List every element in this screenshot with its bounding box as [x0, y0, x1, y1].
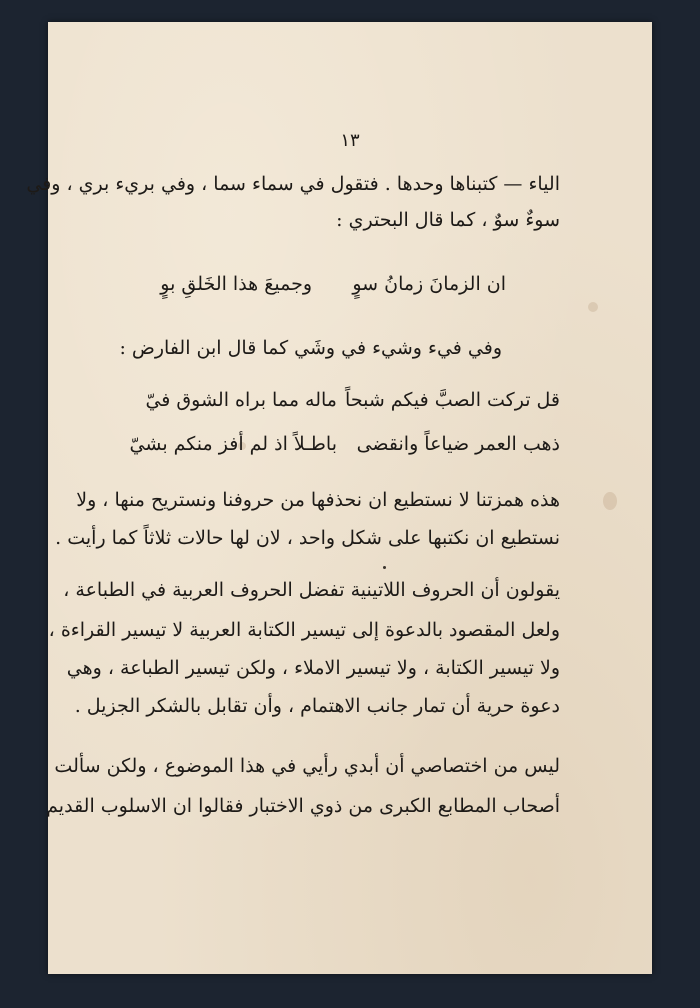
- text-line: الياء — كتبناها وحدها . فتقول في سماء سما ، وفي بريء بري ، وفي: [26, 173, 560, 195]
- verse-first-hemistich: ان الزمانَ زمانُ سوٍ: [352, 273, 506, 295]
- verse-first-hemistich: ذهب العمر ضياعاً وانقضى: [356, 433, 560, 455]
- text-line: ولا تيسير الكتابة ، ولا تيسير الاملاء ، ولكن تيسير الطباعة ، وهي: [66, 657, 560, 679]
- text-line: أصحاب المطابع الكبرى من ذوي الاختبار فقالوا ان الاسلوب القديم: [46, 795, 560, 817]
- ink-dot: [383, 566, 386, 569]
- verse-second-hemistich: وجميعَ هذا الخَلقِ بوٍ: [160, 273, 312, 295]
- text-line: وفي فيء وشيء في وشَي كما قال ابن الفارض :: [119, 337, 502, 359]
- text-line: نستطيع ان نكتبها على شكل واحد ، لان لها حالات ثلاثاً كما رأيت .: [55, 527, 560, 549]
- verse-second-hemistich: ماله مما براه الشوق فيّ: [145, 389, 337, 411]
- verse-second-hemistich: باطـلاً اذ لم أفز منكم بشيّ: [129, 433, 337, 455]
- book-page: [26, 22, 652, 974]
- verse-first-hemistich: قل تركت الصبَّ فيكم شبحاً: [345, 389, 560, 411]
- text-line: ليس من اختصاصي أن أبدي رأيي في هذا الموضوع ، ولكن سألت: [54, 755, 560, 777]
- page-number: ١٣: [340, 130, 360, 151]
- text-line: سوءٌ سوٌ ، كما قال البحتري :: [336, 209, 560, 231]
- text-line: ولعل المقصود بالدعوة إلى تيسير الكتابة العربية لا تيسير القراءة ،: [48, 619, 560, 641]
- text-line: هذه همزتنا لا نستطيع ان نحذفها من حروفنا ونستريح منها ، ولا: [76, 489, 560, 511]
- text-line: دعوة حرية أن تمار جانب الاهتمام ، وأن تقابل بالشكر الجزيل .: [74, 695, 560, 717]
- paper-stain: [603, 492, 617, 510]
- paper-stain: [588, 302, 598, 312]
- text-line: يقولون أن الحروف اللاتينية تفضل الحروف العربية في الطباعة ،: [63, 579, 560, 601]
